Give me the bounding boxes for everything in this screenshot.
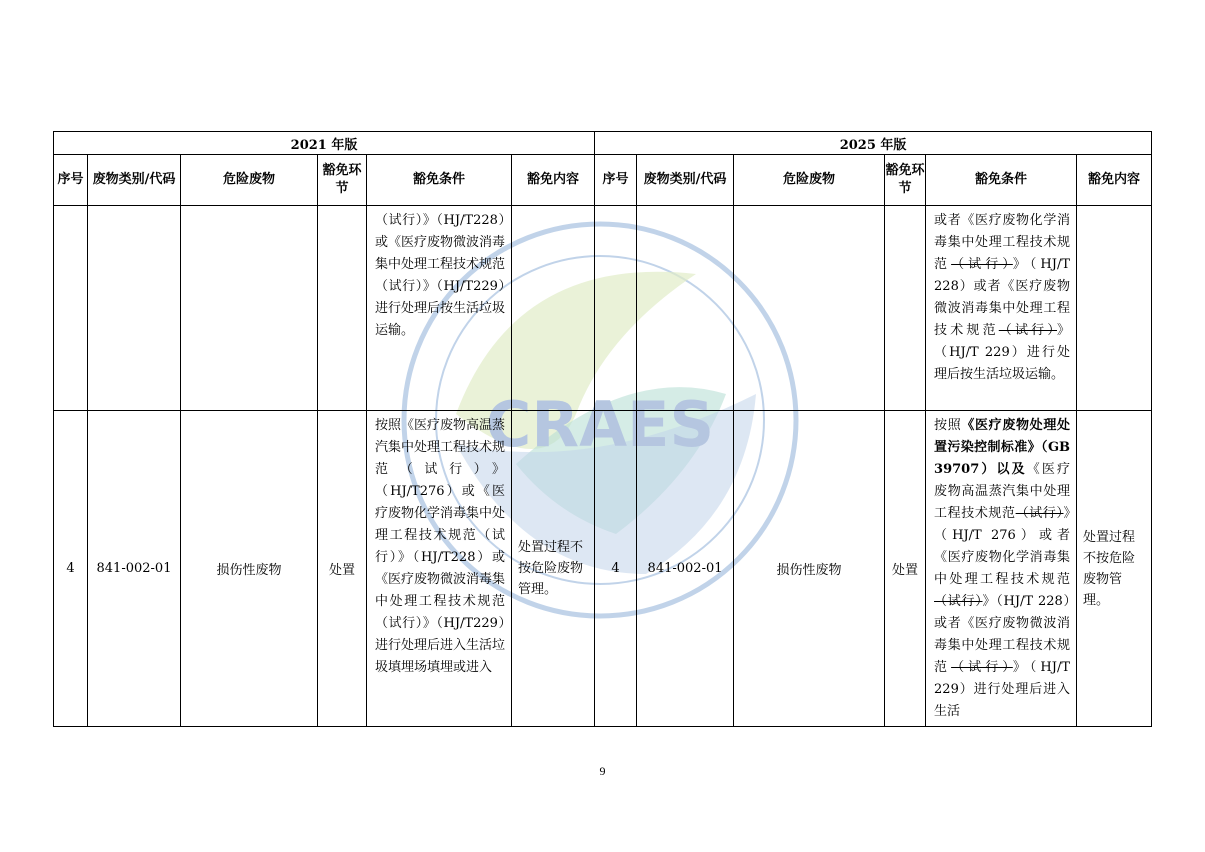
condition-segment: 《医疗废物高温蒸汽集中处理工程技术规范 [934,462,1071,521]
condition-segment: 》（HJ/T 229）进行处理后按生活垃圾运输。 [934,323,1071,382]
header-category: 废物类别/代码 [637,155,734,206]
condition-segment: 或者《医疗废物化学消毒集中处理工程技术规范 [934,213,1071,272]
page-number: 9 [599,764,606,778]
empty-cell [181,206,318,411]
empty-cell [512,206,595,411]
condition-segment: 》（HJ/T 228）或者《医疗废物微波消毒集中处理工程技术规范 [934,257,1071,338]
watermark-acronym: CRAES [485,388,715,461]
empty-cell [54,206,88,411]
header-content: 豁免内容 [512,155,595,206]
deleted-text: （试行） [1015,506,1064,521]
empty-cell [595,206,637,411]
table-row [54,411,1152,727]
header-seq: 序号 [54,155,88,206]
condition-segment: 》（HJ/T 276）或者《医疗废物化学消毒集中处理工程技术规范 [934,506,1071,587]
condition-segment: 》（HJ/T 228）或者《医疗废物微波消毒集中处理工程技术规范 [934,594,1071,675]
header-condition: 豁免条件 [926,155,1077,206]
empty-cell [637,206,734,411]
seq-cell: 4 [595,411,637,727]
condition-2021: （试行）》（HJ/T228）或《医疗废物微波消毒集中处理工程技术规范（试行）》（HJ/T229）进行处理后按生活垃圾运输。 [367,206,512,411]
header-content: 豁免内容 [1077,155,1152,206]
condition-segment: 》（HJ/T 229）进行处理后进入生活 [934,660,1071,719]
waste-cell: 损伤性废物 [734,411,885,727]
version-2021-header: 2021 年版 [54,132,595,155]
condition-segment: 按照 [934,418,962,433]
header-stage: 豁免环节 [885,155,926,206]
empty-cell [734,206,885,411]
added-standard-text: 《医疗废物处理处置污染控制标准》（GB 39707）以及 [934,418,1071,477]
deleted-text: （试行） [934,594,983,609]
seq-cell: 4 [54,411,88,727]
table-row [54,206,1152,411]
condition-2021: 按照《医疗废物高温蒸汽集中处理工程技术规范（试行）》（HJ/T276）或《医疗废物化学消毒集中处理工程技术规范（试行）》（HJ/T228）或《医疗废物微波消毒集中处理工程技术规范（试行）》（HJ/T229）进行处理后进入生活垃圾填埋场填埋或进入 [367,411,512,727]
stage-cell: 处置 [885,411,926,727]
code-cell: 841-002-01 [637,411,734,727]
header-condition: 豁免条件 [367,155,512,206]
stage-cell: 处置 [318,411,367,727]
waste-cell: 损伤性废物 [181,411,318,727]
condition-2025 [926,206,1077,411]
condition-2025 [926,411,1077,727]
empty-cell [318,206,367,411]
empty-cell [1077,206,1152,411]
content-2021: 处置过程不按危险废物管理。 [512,411,595,727]
empty-cell [885,206,926,411]
empty-cell [88,206,181,411]
exemption-comparison-table [53,131,1152,727]
header-waste: 危险废物 [181,155,318,206]
content-2025: 处置过程不按危险废物管理。 [1077,411,1152,727]
deleted-text: （试行） [951,257,1013,272]
deleted-text: （试行） [998,323,1057,338]
deleted-text: （试行） [951,660,1013,675]
code-cell: 841-002-01 [88,411,181,727]
header-category: 废物类别/代码 [88,155,181,206]
version-2025-header: 2025 年版 [595,132,1152,155]
header-waste: 危险废物 [734,155,885,206]
header-seq: 序号 [595,155,637,206]
header-stage: 豁免环节 [318,155,367,206]
